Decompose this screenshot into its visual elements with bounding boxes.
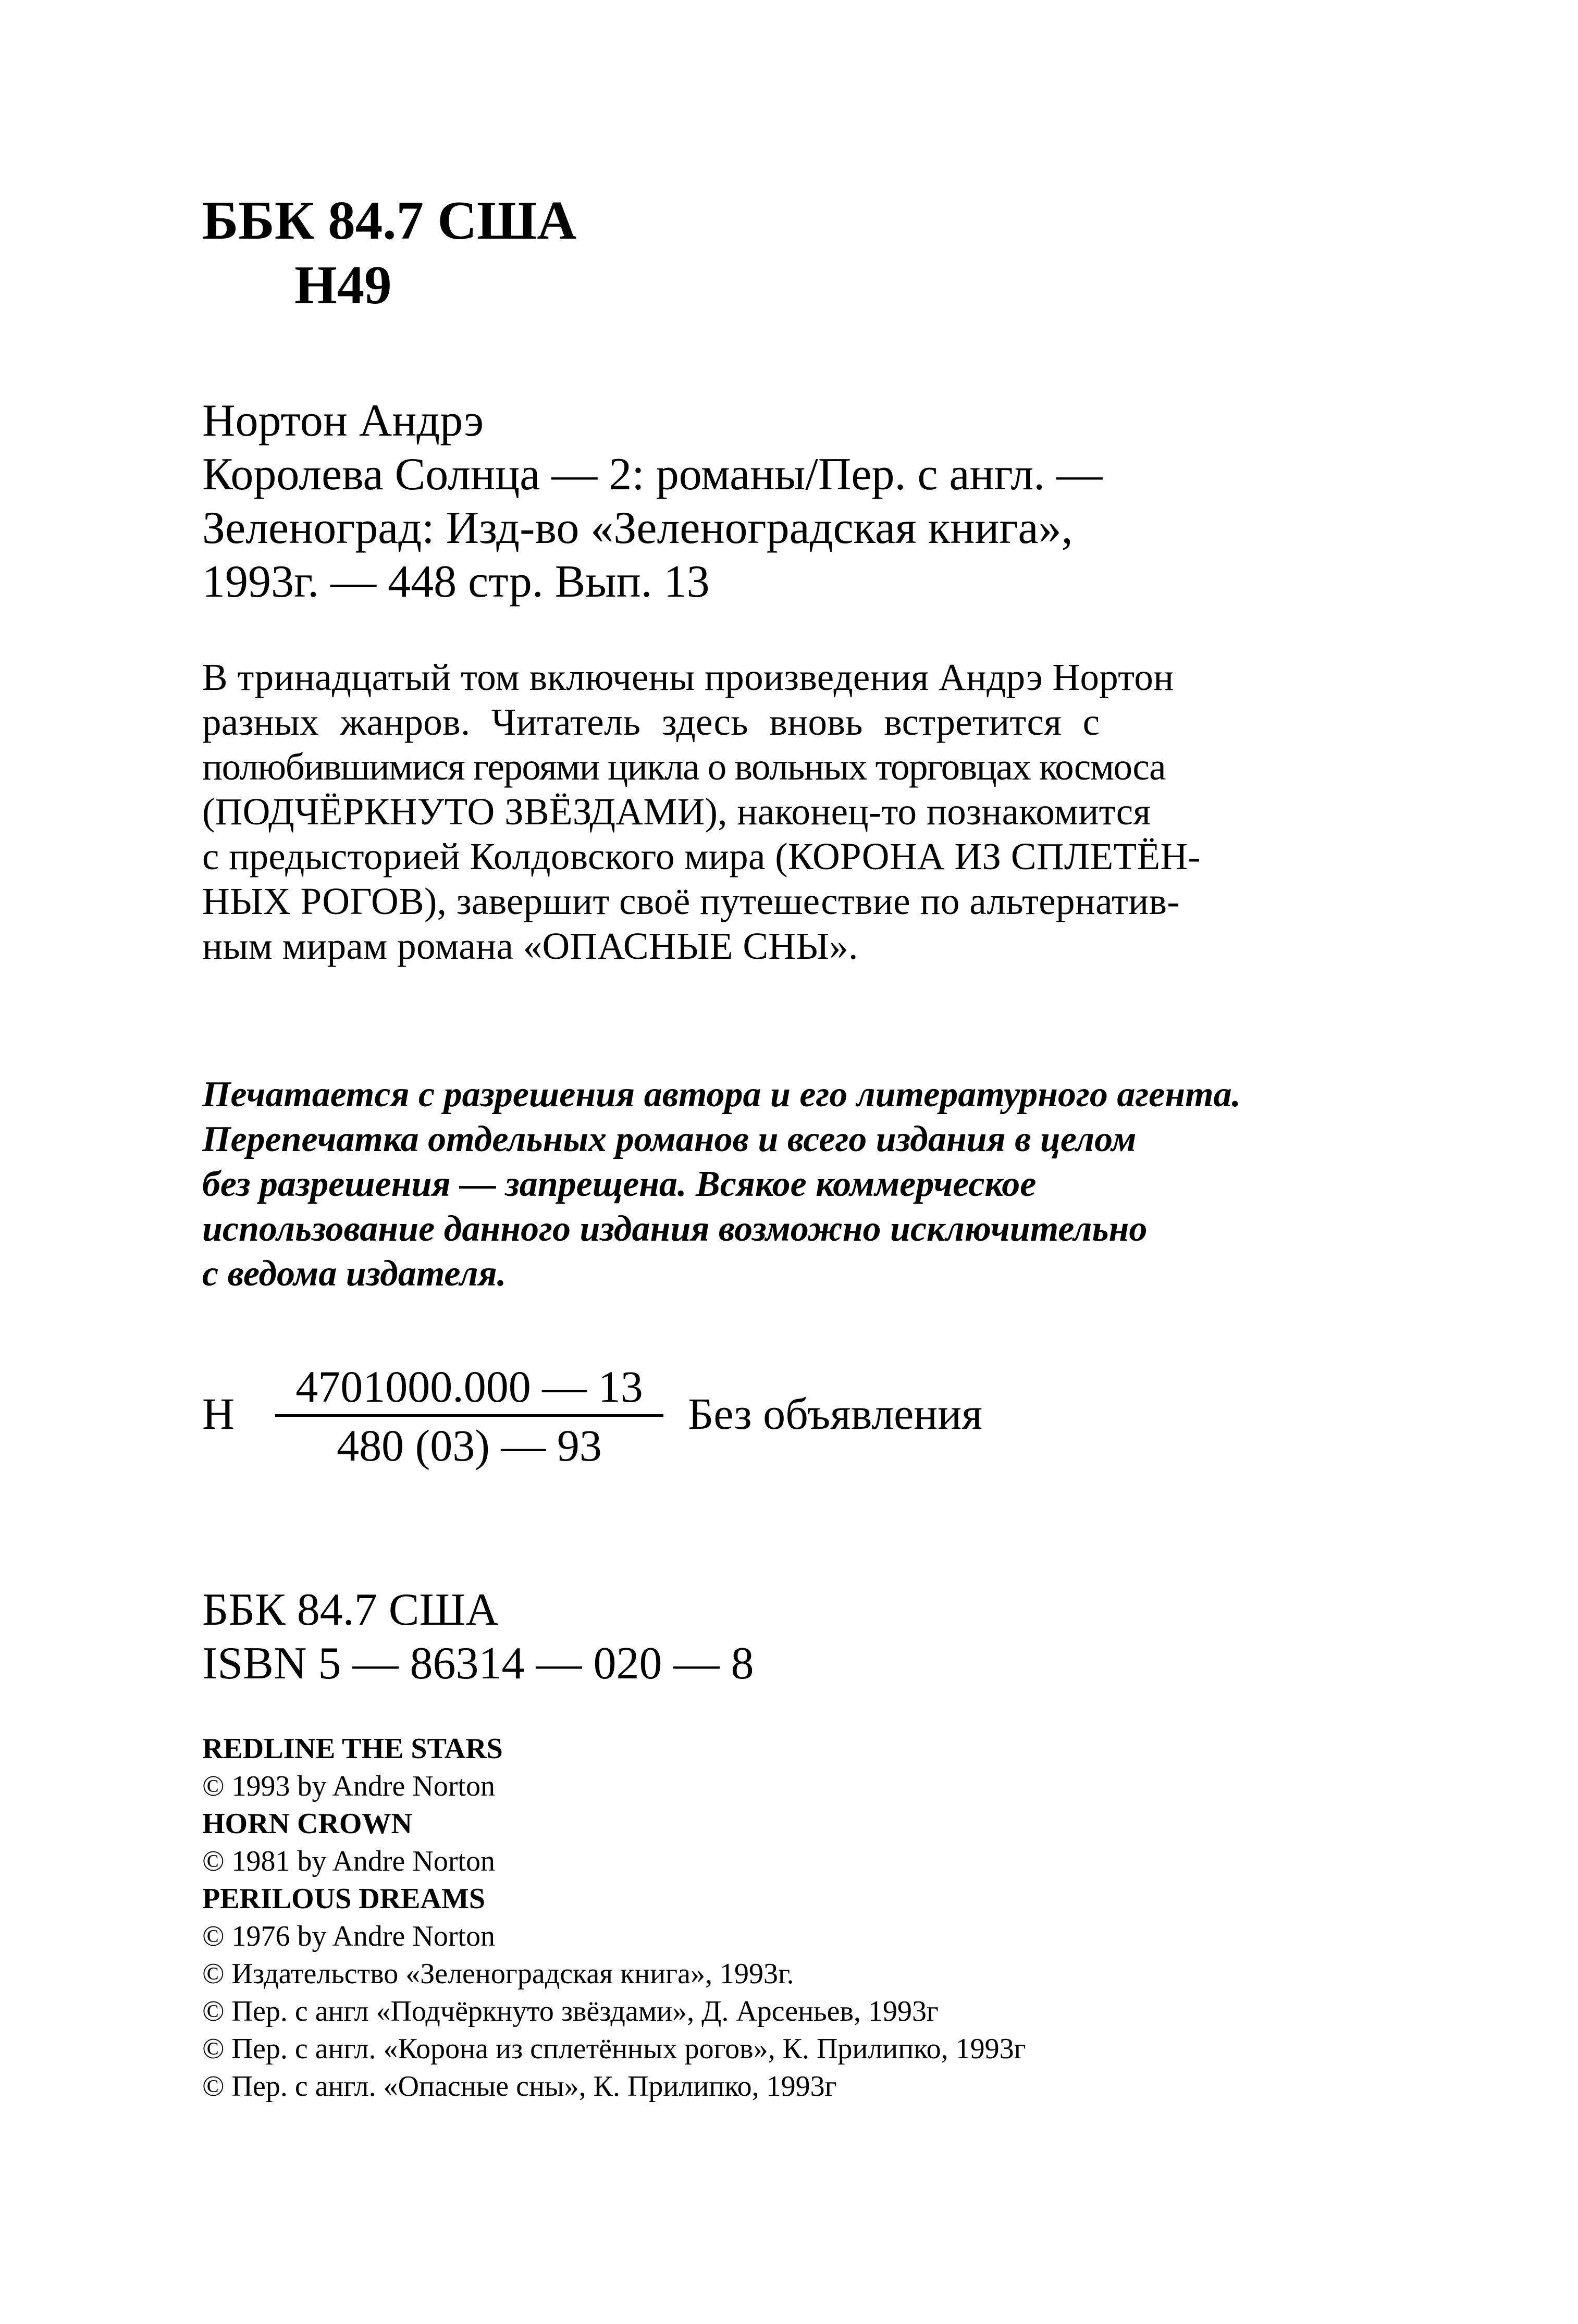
translation-right: © Пер. с англ. «Корона из сплетённых рогов», К. Прилипко, 1993г (202, 2033, 1026, 2065)
original-copyrights (202, 1730, 1026, 2105)
reprint-notice (202, 1072, 1241, 1296)
original-copyright: © 1976 by Andre Norton (202, 1920, 496, 1952)
notice-line: без разрешения — запрещена. Всякое коммерческое (202, 1164, 1037, 1204)
bbk-classification-header: ББК 84.7 США (202, 190, 577, 251)
original-copyright: © 1993 by Andre Norton (202, 1770, 496, 1802)
annotation-line: НЫХ РОГОВ), завершит своё путешествие по альтернатив- (202, 880, 1180, 922)
original-copyright: © 1981 by Andre Norton (202, 1845, 496, 1877)
notice-line: Печатается с разрешения автора и его литературного агента. (202, 1074, 1241, 1115)
annotation-line: (ПОДЧЁРКНУТО ЗВЁЗДАМИ), наконец-то познакомится (202, 790, 1151, 833)
original-title: HORN CROWN (202, 1808, 412, 1840)
isbn: ISBN 5 — 86314 — 020 — 8 (202, 1638, 754, 1689)
index-note: Без объявления (688, 1389, 982, 1439)
fraction-bar (275, 1414, 663, 1417)
notice-line: с ведома издателя. (202, 1254, 507, 1294)
translation-right: © Пер. с англ «Подчёркнуто звёздами», Д. Арсеньев, 1993г (202, 1995, 939, 2028)
publisher-right: © Издательство «Зеленоградская книга», 1993г. (202, 1958, 794, 1990)
biblio-publisher: Зеленоград: Изд-во «Зеленоградская книга», (202, 503, 1073, 553)
bibliographic-record (202, 394, 1102, 609)
index-letter: Н (202, 1389, 235, 1439)
annotation-line: разных жанров. Читатель здесь вновь встретится с (202, 701, 1100, 743)
original-title: PERILOUS DREAMS (202, 1883, 485, 1915)
biblio-author: Нортон Андрэ (202, 395, 484, 446)
annotation-line: ным мирам романа «ОПАСНЫЕ СНЫ». (202, 925, 858, 967)
notice-line: использование данного издания возможно исключительно (202, 1209, 1148, 1249)
annotation-line: В тринадцатый том включены произведения Андрэ Нортон (202, 656, 1174, 698)
author-mark-code: Н49 (294, 254, 392, 315)
annotation-line: полюбившимися героями цикла о вольных торговцах космоса (202, 746, 1166, 788)
original-title: REDLINE THE STARS (202, 1733, 503, 1765)
index-numerator: 4701000.000 — 13 (295, 1362, 643, 1412)
annotation-line: с предысторией Колдовского мира (КОРОНА ИЗ СПЛЕТЁН- (202, 835, 1201, 877)
biblio-year-pages: 1993г. — 448 стр. Вып. 13 (202, 557, 710, 607)
index-denominator: 480 (03) — 93 (337, 1420, 602, 1470)
notice-line: Перепечатка отдельных романов и всего издания в целом (202, 1119, 1137, 1159)
translation-right: © Пер. с англ. «Опасные сны», К. Прилипко, 1993г (202, 2070, 837, 2103)
biblio-title: Королева Солнца — 2: романы/Пер. с англ. — (202, 449, 1103, 500)
bbk-footer: ББК 84.7 США (202, 1585, 499, 1635)
bbk-isbn-block (202, 1583, 754, 1690)
index-fraction (275, 1364, 663, 1468)
annotation-paragraph (202, 655, 1367, 969)
